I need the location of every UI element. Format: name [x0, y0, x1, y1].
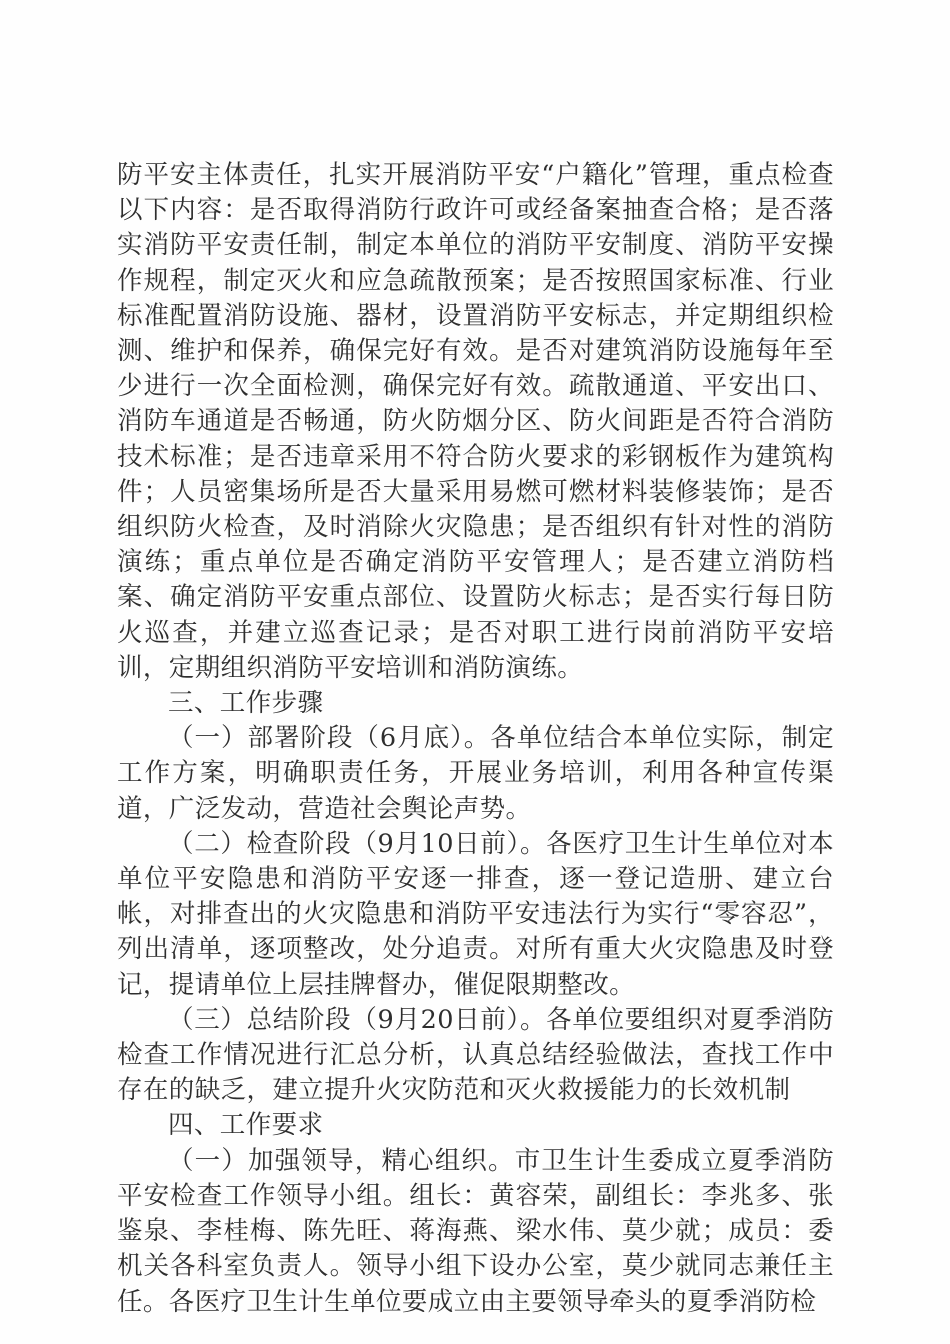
paragraph-phase-two-inspection: （二）检查阶段（9月10日前）。各医疗卫生计生单位对本单位平安隐患和消防平安逐一排查，逐一登记造册、建立台帐，对排查出的火灾隐患和消防平安违法行为实行“零容忍”，列出清单，逐项整改，处分追责。对所有重大火灾隐患及时登记，提请单位上层挂牌督办，催促限期整改。 [117, 828, 834, 1000]
heading-work-requirements: 四、工作要求 [168, 1110, 324, 1141]
paragraph-phase-one-deployment: （一）部署阶段（6月底）。各单位结合本单位实际，制定工作方案，明确职责任务，开展业务培训，利用各种宣传渠道，广泛发动，营造社会舆论声势。 [117, 723, 834, 824]
paragraph-inspection-contents: 防平安主体责任，扎实开展消防平安“户籍化”管理，重点检查以下内容：是否取得消防行政许可或经备案抽查合格；是否落实消防平安责任制，制定本单位的消防平安制度、消防平安操作规程，制定灭火和应急疏散预案；是否按照国家标准、行业标准配置消防设施、器材，设置消防平安标志，并定期组织检测、维护和保养，确保完好有效。是否对建筑消防设施每年至少进行一次全面检测，确保完好有效。疏散通道、平安出口、消防车通道是否畅通，防火防烟分区、防火间距是否符合消防技术标准；是否违章采用不符合防火要求的彩钢板作为建筑构件；人员密集场所是否大量采用易燃可燃材料装修装饰；是否组织防火检查，及时消除火灾隐患；是否组织有针对性的消防演练；重点单位是否确定消防平安管理人；是否建立消防档案、确定消防平安重点部位、设置防火标志；是否实行每日防火巡查，并建立巡查记录；是否对职工进行岗前消防平安培训，定期组织消防平安培训和消防演练。 [117, 160, 834, 683]
paragraph-requirement-one-leadership: （一）加强领导，精心组织。市卫生计生委成立夏季消防平安检查工作领导小组。组长：黄容荣，副组长：李兆多、张鉴泉、李桂梅、陈先旺、蒋海燕、梁水伟、莫少就；成员：委机关各科室负责人。领导小组下设办公室，莫少就同志兼任主任。各医疗卫生计生单位要成立由主要领导牵头的夏季消防检 [117, 1145, 834, 1317]
document-text-body [117, 158, 834, 1320]
heading-work-steps: 三、工作步骤 [168, 688, 324, 719]
paragraph-phase-three-summary: （三）总结阶段（9月20日前）。各单位要组织对夏季消防检查工作情况进行汇总分析，认真总结经验做法，查找工作中存在的缺乏，建立提升火灾防范和灭火救援能力的长效机制 [117, 1004, 834, 1106]
